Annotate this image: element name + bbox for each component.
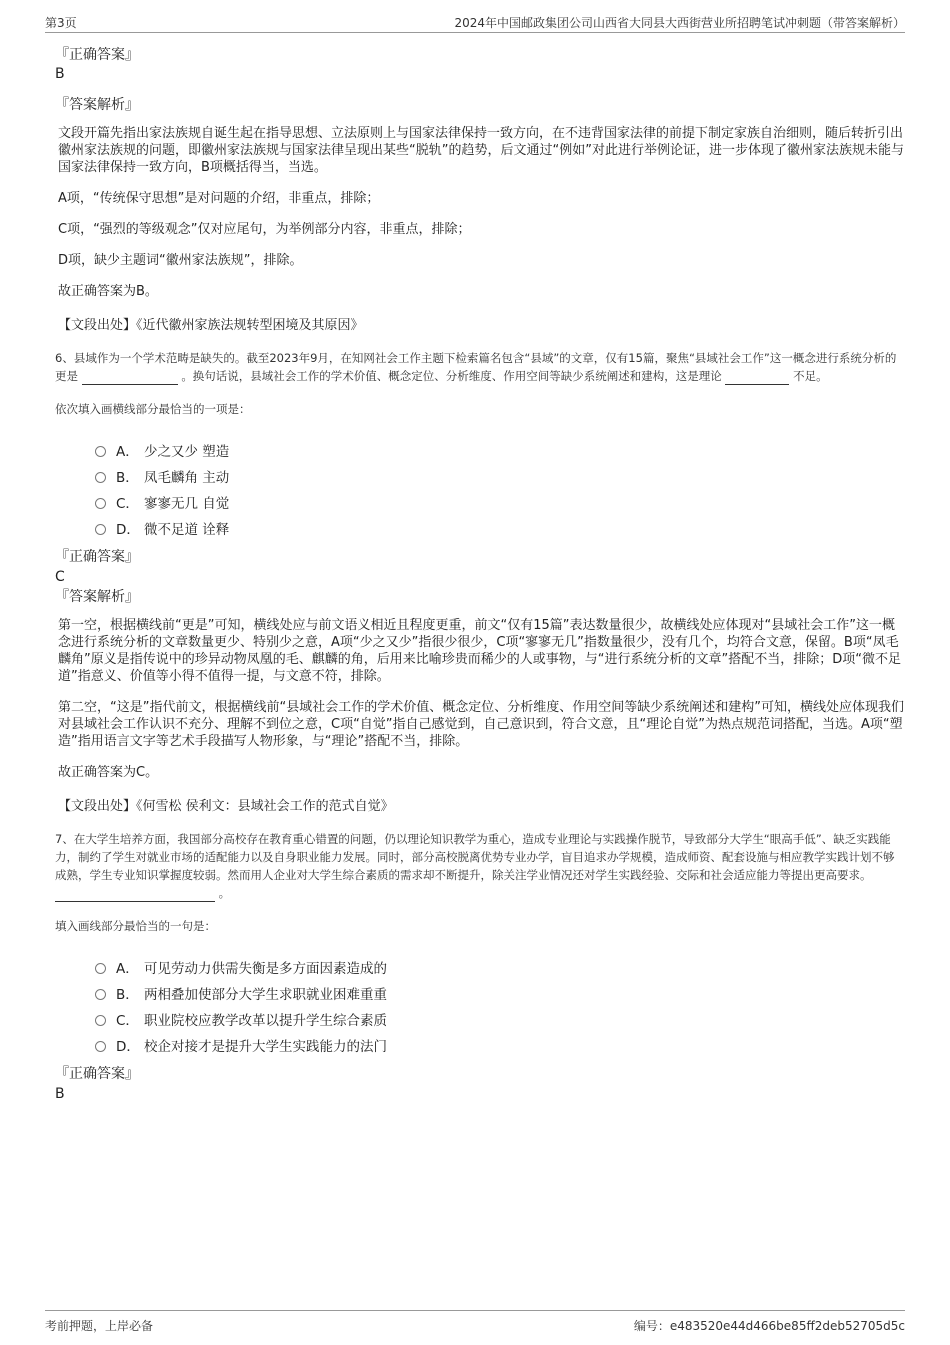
answer-label: 『正确答案』 — [55, 1066, 139, 1082]
document-id: 编号：e483520e44d466be85ff2deb52705d5c — [633, 1319, 905, 1333]
analysis-paragraph: 第二空，“这是”指代前文，根据横线前“县域社会工作的学术价值、概念定位、分析维度、作用空间等缺少系统阐述和建构”可知，横线处应体现我们对县域社会工作认识不充分、理解不到位之意，C项“自觉”指自己感觉到，自己意识到，符合文意，且“理论自觉”为热点规范词搭配，当选。A项“塑造”指用语言文字等艺术手段描写人物形象，与“理论”搭配不当，排除。 — [58, 700, 904, 749]
radio-icon[interactable] — [95, 1041, 106, 1052]
source-citation: 【文段出处】《近代徽州家族法规转型困境及其原因》 — [58, 318, 364, 333]
answer-label: 『正确答案』 — [55, 549, 139, 565]
option-text: 微不足道 诠释 — [144, 522, 230, 538]
analysis-paragraph: 故正确答案为C。 — [58, 765, 159, 780]
answer-label: 『正确答案』 — [55, 47, 139, 63]
analysis-label: 『答案解析』 — [55, 97, 139, 113]
question-text — [55, 830, 905, 902]
option-text: 校企对接才是提升大学生实践能力的法门 — [144, 1039, 387, 1055]
radio-icon[interactable] — [95, 963, 106, 974]
option-b[interactable] — [95, 463, 905, 489]
option-c[interactable] — [95, 489, 905, 515]
radio-icon[interactable] — [95, 498, 106, 509]
option-letter: D． — [116, 1039, 140, 1055]
option-c[interactable] — [95, 1006, 905, 1032]
analysis-paragraph: 文段开篇先指出家法族规自诞生起在指导思想、立法原则上与国家法律保持一致方向，在不违背国家法律的前提下制定家族自治细则，随后转折引出徽州家法族规的问题，即徽州家法族规与国家法律呈现出某些“脱轨”的趋势，后文通过“例如”对此进行举例论证，进一步体现了徽州家法族规未能与国家法律保持一致方向，B项概括得当，当选。 — [58, 126, 904, 175]
analysis-paragraph: D项，缺少主题词“徽州家法族规”，排除。 — [58, 253, 303, 268]
footer-slogan: 考前押题，上岸必备 — [45, 1319, 154, 1333]
document-title: 2024年中国邮政集团公司山西省大同县大西街营业所招聘笔试冲刺题（带答案解析） — [454, 16, 905, 30]
question-text-part: 不足。 — [793, 369, 828, 383]
option-letter: B． — [116, 987, 139, 1003]
option-text: 寥寥无几 自觉 — [144, 496, 230, 512]
analysis-paragraph: C项，“强烈的等级观念”仅对应尾句，为举例部分内容，非重点，排除； — [58, 222, 471, 237]
question-text-part: 6、县域作为一个学术范畴是缺失的。截至2023年9月，在知网社会工作主题下检索篇名包含“县域”的文章，仅有15篇，聚焦“县域社会工作”这一概念进行系统分析的更是 — [55, 351, 897, 383]
option-letter: A． — [116, 961, 139, 977]
option-text: 职业院校应教学改革以提升学生综合素质 — [144, 1013, 387, 1029]
radio-icon[interactable] — [95, 472, 106, 483]
answer-block-q5 — [55, 45, 905, 333]
option-d[interactable] — [95, 1032, 905, 1058]
correct-answer: B — [55, 1086, 65, 1102]
radio-icon[interactable] — [95, 1015, 106, 1026]
option-list — [95, 954, 905, 1058]
option-letter: A． — [116, 444, 139, 460]
option-text: 两相叠加使部分大学生求职就业困难重重 — [144, 987, 387, 1003]
analysis-paragraph: A项，“传统保守思想”是对问题的介绍，非重点，排除； — [58, 191, 380, 206]
option-letter: C． — [116, 496, 139, 512]
analysis-label: 『答案解析』 — [55, 589, 139, 605]
option-list — [95, 437, 905, 541]
radio-icon[interactable] — [95, 446, 106, 457]
option-text: 可见劳动力供需失衡是多方面因素造成的 — [144, 961, 387, 977]
option-letter: D． — [116, 522, 140, 538]
question-text-part: 。换句话说，县域社会工作的学术价值、概念定位、分析维度、作用空间等缺少系统阐述和建构，这是理论 — [181, 369, 722, 383]
page-number: 第3页 — [45, 16, 77, 30]
option-text: 凤毛麟角 主动 — [144, 470, 230, 486]
fill-blank — [82, 372, 178, 385]
page-content — [55, 45, 905, 1104]
correct-answer: C — [55, 569, 65, 585]
question-text-part: 。 — [218, 886, 231, 900]
option-d[interactable] — [95, 515, 905, 541]
fill-blank — [725, 372, 789, 385]
radio-icon[interactable] — [95, 989, 106, 1000]
analysis-paragraph: 故正确答案为B。 — [58, 284, 158, 299]
question-text-part: 7、在大学生培养方面，我国部分高校存在教育重心错置的问题，仍以理论知识教学为重心，造成专业理论与实践操作脱节，导致部分大学生“眼高手低”、缺乏实践能力，制约了学生对就业市场的适配能力以及自身职业能力发展。同时，部分高校脱离优势专业办学，盲目追求办学规模，造成师资、配套设施与相应教学实践计划不够成熟，学生专业知识掌握度较弱。然而用人企业对大学生综合素质的需求却不断提升，除关注学业情况还对学生实践经验、交际和社会适应能力等提出更高要求。 — [55, 832, 895, 882]
option-letter: C． — [116, 1013, 139, 1029]
analysis-paragraph: 第一空，根据横线前“更是”可知，横线处应与前文语义相近且程度更重，前文“仅有15篇”表达数量很少，故横线处应体现对“县域社会工作”这一概念进行系统分析的文章数量更少、特别少之意，A项“少之又少”指很少很少，C项“寥寥无几”指数量很少，没有几个，均符合文意，保留。B项“凤毛麟角”原义是指传说中的珍异动物凤凰的毛、麒麟的角，后用来比喻珍贵而稀少的人或事物，与“进行系统分析的文章”搭配不当，排除；D项“微不足道”指意义、价值等小得不值得一提，与文意不符，排除。 — [58, 618, 901, 684]
option-a[interactable] — [95, 437, 905, 463]
page-footer — [45, 1310, 905, 1333]
option-a[interactable] — [95, 954, 905, 980]
option-text: 少之又少 塑造 — [144, 444, 230, 460]
question-6 — [55, 349, 905, 814]
question-prompt: 依次填入画横线部分最恰当的一项是： — [55, 402, 251, 416]
option-letter: B． — [116, 470, 139, 486]
question-text — [55, 349, 905, 385]
fill-blank — [55, 889, 215, 902]
radio-icon[interactable] — [95, 524, 106, 535]
question-prompt: 填入画线部分最恰当的一句是： — [55, 919, 216, 933]
correct-answer: B — [55, 66, 65, 82]
option-b[interactable] — [95, 980, 905, 1006]
question-7 — [55, 830, 905, 1104]
page-header — [45, 10, 905, 33]
source-citation: 【文段出处】《何雪松 侯利文：县域社会工作的范式自觉》 — [58, 799, 394, 814]
